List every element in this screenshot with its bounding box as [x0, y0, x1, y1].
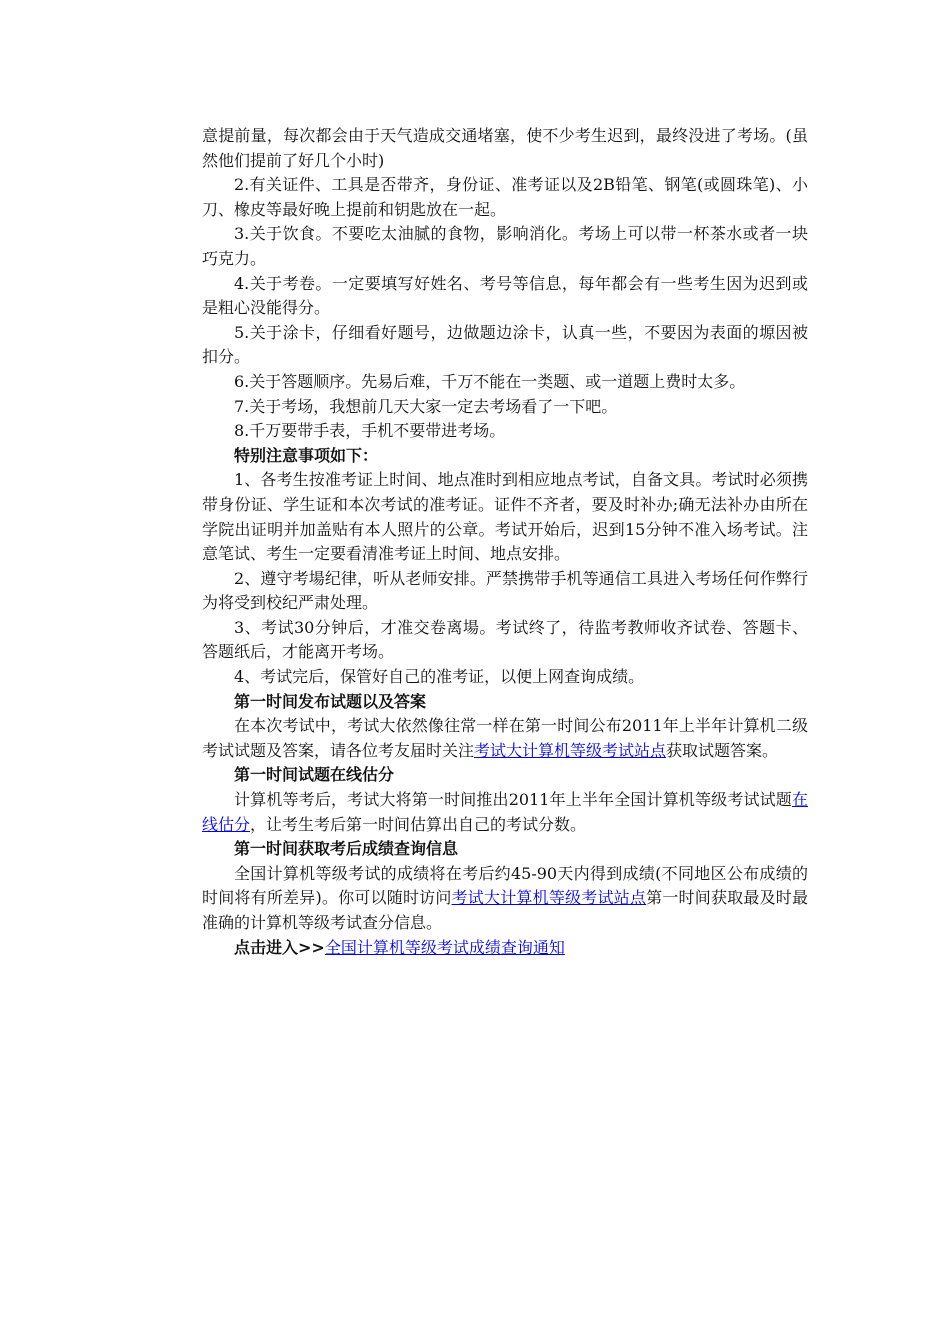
special-notice-heading: 特别注意事项如下：	[234, 445, 379, 465]
section-text: 获取试题答案。	[666, 740, 779, 760]
results-notice-link[interactable]: 全国计算机等级考试成绩查询通知	[324, 937, 565, 957]
tip-paragraph: 7.关于考场，我想前几天大家一定去考场看了一下吧。	[234, 396, 618, 416]
online-scoring-link[interactable]: 在线估分	[202, 790, 808, 834]
intro-paragraph: 意提前量，每次都会由于天气造成交通堵塞，使不少考生迟到，最终没进了考场。(虽然他们提前了好几个小时)	[202, 126, 808, 170]
exam-site-link[interactable]: 考试大计算机等级考试站点	[451, 888, 647, 908]
footer-line	[202, 936, 808, 961]
section-heading-results: 第一时间获取考后成绩查询信息	[234, 839, 459, 859]
tip-paragraph: 4.关于考卷。一定要填写好姓名、考号等信息，每年都会有一些考生因为迟到或是粗心没能得分。	[202, 273, 808, 318]
special-item: 2、遵守考場纪律，听从老师安排。严禁携带手机等通信工具进入考场任何作弊行为将受到校纪严肃处理。	[202, 568, 808, 613]
special-item: 3、考试30分钟后，才准交卷离場。考试终了，待监考教师收齐试卷、答题卡、答题纸后，才能离开考场。	[202, 617, 808, 662]
special-item: 1、各考生按准考证上时间、地点准时到相应地点考试，自备文具。考试时必须携带身份证、学生证和本次考试的准考证。证件不齐者，要及时补办;确无法补办由所在学院出证明并加盖贴有本人照片的公章。考试开始后，迟到15分钟不准入场考试。注意笔试、考生一定要看清准考证上时间、地点安排。	[202, 470, 808, 564]
tip-paragraph: 2.有关证件、工具是否带齐，身份证、准考证以及2B铅笔、钢笔(或圆珠笔)、小刀、橡皮等最好晚上提前和钥匙放在一起。	[202, 175, 808, 219]
section-paragraph-results	[202, 862, 808, 936]
section-text: ，让考生考后第一时间估算出自己的考试分数。	[250, 814, 587, 834]
tip-paragraph: 5.关于涂卡，仔细看好题号，边做题边涂卡，认真一些，不要因为表面的塬因被扣分。	[202, 322, 808, 367]
special-item: 4、考试完后，保管好自己的准考证，以便上网查询成绩。	[234, 667, 645, 687]
section-text: 计算机等考后，考试大将第一时间推出2011年上半年全国计算机等级考试试题	[234, 790, 792, 810]
section-paragraph-scoring	[202, 788, 808, 837]
tip-paragraph: 8.千万要带手表，手机不要带进考场。	[234, 421, 506, 441]
tip-paragraph: 6.关于答题顺序。先易后难，千万不能在一类题、或一道题上费时太多。	[234, 371, 746, 391]
section-text: 第一时间获取最及时最准确的计算机等级考试查分信息。	[202, 888, 808, 932]
section-text: 在本次考试中，考试大依然像往常一样在第一时间公布2011年上半年计算机二级考试试题及答案，请各位考友届时关注	[202, 716, 808, 760]
section-heading-answers: 第一时间发布试题以及答案	[234, 691, 427, 711]
click-enter-label: 点击进入>>	[234, 937, 325, 957]
section-heading-scoring: 第一时间试题在线估分	[234, 765, 395, 785]
document-body	[202, 124, 808, 960]
exam-site-link[interactable]: 考试大计算机等级考试站点	[474, 740, 667, 760]
section-text: 全国计算机等级考试的成绩将在考后约45-90天内得到成绩(不同地区公布成绩的时间将有所差异)。你可以随时访问	[202, 863, 808, 908]
tip-paragraph: 3.关于饮食。不要吃太油腻的食物，影响消化。考场上可以带一杯茶水或者一块巧克力。	[202, 224, 808, 268]
section-paragraph-answers	[202, 714, 808, 763]
